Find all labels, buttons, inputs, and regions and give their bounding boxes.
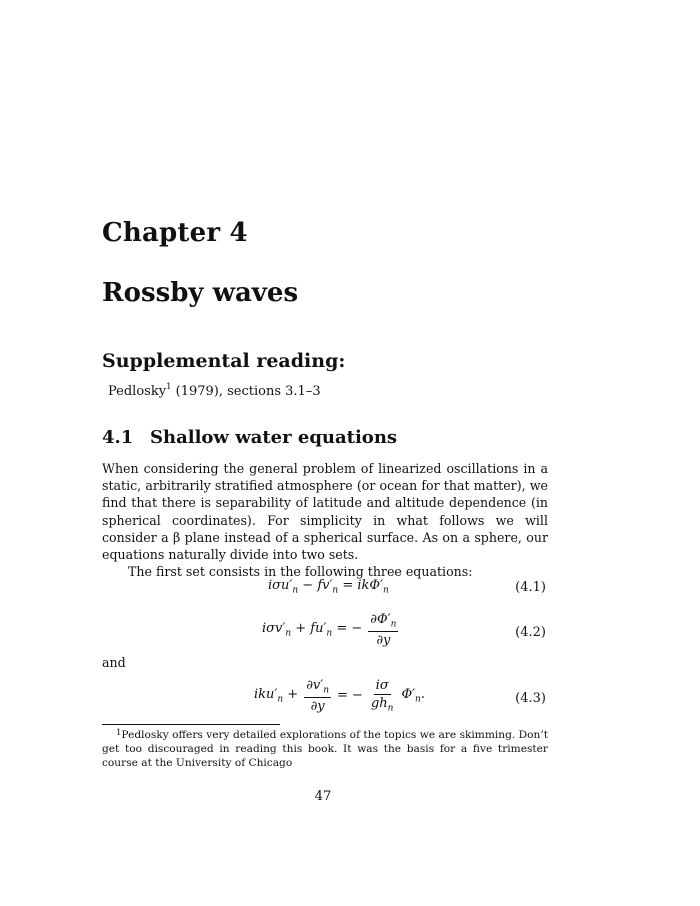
- reference-details: (1979), sections 3.1–3: [171, 384, 321, 399]
- and-text: and: [102, 655, 126, 670]
- chapter-title: Rossby waves: [102, 278, 299, 308]
- footnote-marker: 1: [166, 382, 172, 392]
- equation-4-1: [102, 576, 548, 598]
- section-title: Shallow water equations: [150, 427, 398, 448]
- supplemental-reference: [108, 384, 321, 399]
- section-number: 4.1: [102, 427, 134, 448]
- equation-4-3: [102, 678, 548, 722]
- body-text: [102, 460, 548, 580]
- supplemental-reading-heading: Supplemental reading:: [102, 350, 346, 372]
- footnote-divider: [102, 724, 280, 725]
- footnote-number: 1: [116, 728, 122, 738]
- paragraph-2: The first set consists in the following three equations:: [128, 564, 473, 580]
- page-number: 47: [314, 789, 332, 804]
- equation-4-2: [102, 612, 548, 656]
- section-heading: [102, 427, 397, 448]
- footnote: [102, 728, 548, 770]
- footnote-text: Pedlosky offers very detailed explorations of the topics we are skimming. Don’t get too discouraged in reading this book. It was the basis for a five trimester course at the University of Chicago: [102, 729, 548, 769]
- equation-4-3-body: $iku'_n$ + $\frac{\partial v'_n}{\partial y}$ = − $\frac{i\sigma}{gh_n}$ $\Phi'_n$.: [254, 678, 425, 714]
- chapter-label: Chapter 4: [102, 218, 248, 248]
- equation-4-1-body: $i\sigma u'_n - fv'_n = ik\Phi'_n$: [268, 578, 389, 596]
- equation-tag: (4.3): [515, 691, 546, 706]
- equation-4-2-body: $i\sigma v'_n + fu'_n$ = − $\frac{\partial\Phi'_n}{\partial y}$: [262, 612, 397, 648]
- paragraph-1: When considering the general problem of linearized oscillations in a static, arbitrarily stratified atmosphere (or ocean for that matter), we find that there is separability of latitude and altitude dependence (in spherical coordinates). For simplicity in what follows we will consider a β plane instead of a spherical surface. As on a sphere, our equations naturally divide into two sets.: [102, 461, 548, 563]
- equation-tag: (4.2): [515, 625, 546, 640]
- reference-author: Pedlosky: [108, 384, 167, 399]
- equation-tag: (4.1): [515, 580, 546, 595]
